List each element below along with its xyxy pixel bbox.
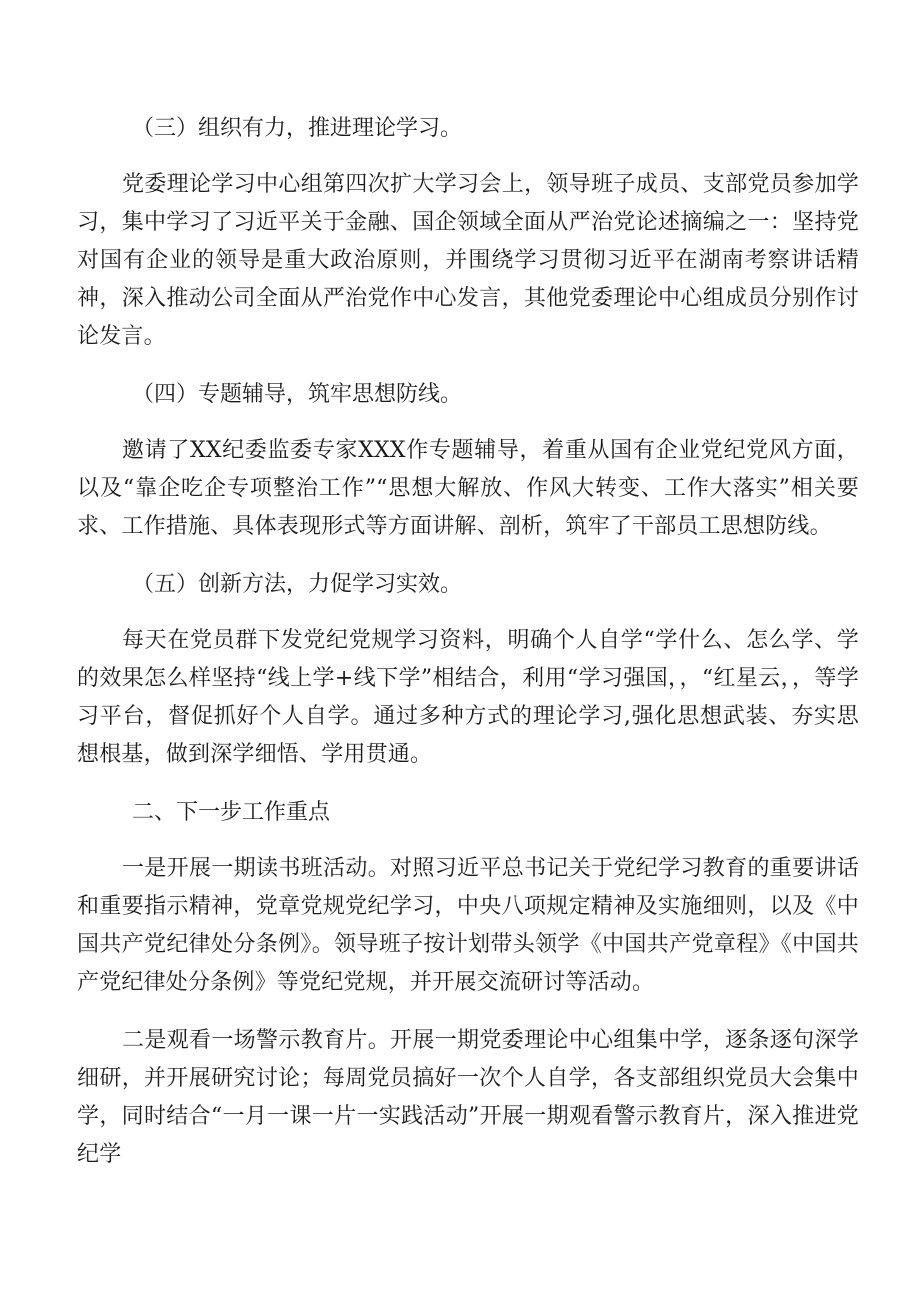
paragraph-reading-class: 一是开展一期读书班活动。对照习近平总书记关于党纪学习教育的重要讲话和重要指示精神，党章党规党纪学习，中央八项规定精神及实施细则，以及《中国共产党纪律处分条例》。领导班子按计划带头领学《中国共产党章程》《中国共产党纪律处分条例》等党纪党规，并开展交流研讨等活动。 [77,856,859,995]
document-body [77,110,859,1174]
paragraph-special-tutoring: 邀请了XX纪委监委专家XXX作专题辅导，着重从国有企业党纪党风方面，以及“靠企吃企专项整治工作”“思想大解放、作风大转变、工作大落实”相关要求、工作措施、具体表现形式等方面讲解、剖析，筑牢了干部员工思想防线。 [77,438,859,539]
section-heading-3: （三）组织有力，推进理论学习。 [132,116,463,141]
paragraph-innovative-methods: 每天在党员群下发党纪党规学习资料，明确个人自学“学什么、怎么学、学的效果怎么样坚持“线上学+线下学”相结合，利用“学习强国，，“红星云，，等学习平台，督促抓好个人自学。通过多种方式的理论学习,强化思想武装、夯实思想根基，做到深学细悟、学用贯通。 [77,628,859,767]
paragraph-study-session: 党委理论学习中心组第四次扩大学习会上，领导班子成员、支部党员参加学习，集中学习了习近平关于金融、国企领域全面从严治党论述摘编之一：坚持党对国有企业的领导是重大政治原则，并围绕学习贯彻习近平在湖南考察讲话精神，深入推动公司全面从严治党作中心发言，其他党委理论中心组成员分别作讨论发言。 [77,172,859,349]
paragraph-warning-film: 二是观看一场警示教育片。开展一期党委理论中心组集中学，逐条逐句深学细研，并开展研究讨论；每周党员搞好一次个人自学，各支部组织党员大会集中学，同时结合“一月一课一片一实践活动”开展一期观看警示教育片，深入推进党纪学 [77,1028,859,1167]
section-heading-next-steps: 二、下一步工作重点 [132,800,331,825]
section-heading-5: （五）创新方法，力促学习实效。 [132,572,463,597]
section-heading-4: （四）专题辅导，筑牢思想防线。 [132,382,463,407]
